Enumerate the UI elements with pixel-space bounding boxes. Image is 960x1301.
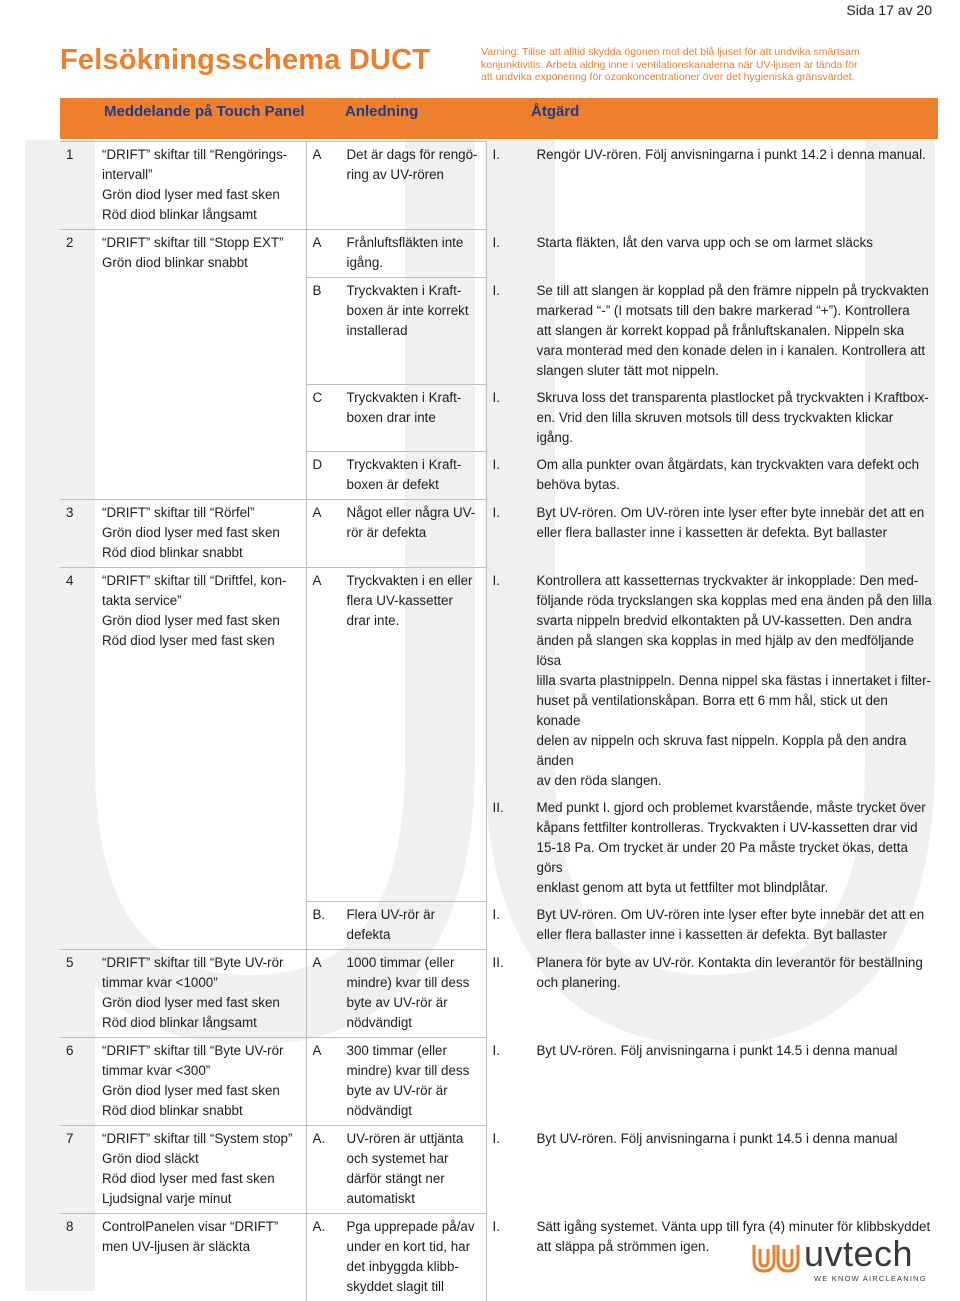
action-cell [486, 278, 938, 385]
cause-cell [306, 1126, 486, 1214]
action-line: 15-18 Pa. Om trycket är under 20 Pa måste trycket ökas, detta görs [493, 838, 933, 878]
row-number: 1 [66, 145, 102, 165]
header-action: Åtgärd [531, 103, 579, 120]
warning-line: Varning: Tillse att alltid skydda ögonen mot det blå ljuset för att undvika smärtsam [481, 46, 901, 59]
cause-line: boxen drar inte [313, 408, 480, 428]
action-line: en. Vrid den lilla skruven motsols till dess tryckvakten klickar igång. [493, 408, 933, 448]
message-line: “DRIFT” skiftar till “Byte UV-rör [102, 1043, 284, 1058]
table-row [60, 452, 938, 500]
troubleshooting-table [60, 141, 938, 1301]
warning-note [481, 46, 901, 84]
message-line: Grön diod släckt [66, 1149, 300, 1169]
message-line: ControlPanelen visar “DRIFT” [102, 1219, 278, 1234]
action-line: eller flera ballaster inne i kassetten är defekta. Byt ballaster [493, 523, 933, 543]
action-line: markerad “-” (I motsats till den bakre markerad “+”). Kontrollera [493, 301, 933, 321]
action-cell [486, 902, 938, 950]
action-cell [486, 230, 938, 278]
action-cell [486, 795, 938, 902]
cause-line: defekta [313, 925, 480, 945]
message-line: “DRIFT” skiftar till “Rörfel” [102, 505, 255, 520]
message-cell [60, 500, 306, 568]
cause-line: Flera UV-rör är [347, 907, 436, 922]
action-line: Byt UV-rören. Om UV-rören inte lyser efter byte innebär det att en [537, 505, 925, 520]
cause-line: Tryckvakten i Kraft- [347, 457, 462, 472]
message-line: Röd diod blinkar långsamt [66, 1013, 300, 1033]
action-line: Byt UV-rören. Följ anvisningarna i punkt 14.5 i denna manual [537, 1043, 898, 1058]
message-cell [60, 1214, 306, 1301]
message-cell [60, 950, 306, 1038]
message-line: Röd diod lyser med fast sken [66, 1169, 300, 1189]
action-line: Se till att slangen är kopplad på den främre nippeln på tryckvakten [537, 283, 929, 298]
action-line: att slangen är korrekt koppad på frånluftskanalen. Nippeln ska [493, 321, 933, 341]
cause-letter: A [313, 1041, 347, 1061]
action-line: Med punkt I. gjord och problemet kvarstående, måste trycket över [537, 800, 926, 815]
message-line: Grön diod lyser med fast sken [66, 185, 300, 205]
message-line: “DRIFT” skiftar till “Rengörings- [102, 147, 287, 162]
message-line: men UV-ljusen är släckta [66, 1237, 300, 1257]
row-number: 3 [66, 503, 102, 523]
cause-cell [306, 902, 486, 950]
table-row [60, 142, 938, 230]
cause-line: under en kort tid, har [313, 1237, 480, 1257]
action-step-number: I. [493, 281, 537, 301]
action-step-number: II. [493, 798, 537, 818]
message-line: Grön diod blinkar snabbt [66, 253, 300, 273]
row-number: 2 [66, 233, 102, 253]
message-line: timmar kvar <1000” [66, 973, 300, 993]
action-cell [486, 385, 938, 452]
action-line: att släppa på strömmen igen. [493, 1237, 933, 1257]
row-number: 8 [66, 1217, 102, 1237]
message-cell [60, 230, 306, 278]
cause-cell [306, 278, 486, 385]
table-row [60, 1038, 938, 1126]
cause-cell [306, 1038, 486, 1126]
message-line: “DRIFT” skiftar till “Driftfel, kon- [102, 573, 287, 588]
cause-line: igång. [313, 253, 480, 273]
message-cell [60, 568, 306, 795]
cause-line: Frånluftsfläkten inte [347, 235, 464, 250]
cause-letter: A [313, 503, 347, 523]
cause-letter: D [313, 455, 347, 475]
action-cell [486, 1126, 938, 1214]
cause-line: 300 timmar (eller [347, 1043, 447, 1058]
cause-line: UV-rören är uttjänta [347, 1131, 464, 1146]
cause-letter: A [313, 571, 347, 591]
table-row [60, 568, 938, 795]
cause-line: Tryckvakten i Kraft- [347, 390, 462, 405]
cause-letter: A [313, 233, 347, 253]
message-line: Röd diod lyser med fast sken [66, 631, 300, 651]
message-line: Röd diod blinkar snabbt [66, 543, 300, 563]
cause-cell [306, 452, 486, 500]
cause-line: byte av UV-rör är [313, 993, 480, 1013]
row-number: 4 [66, 571, 102, 591]
message-line: “DRIFT” skiftar till “System stop” [102, 1131, 292, 1146]
table-row [60, 950, 938, 1038]
cause-line: 1000 timmar (eller [347, 955, 455, 970]
action-line: Byt UV-rören. Följ anvisningarna i punkt 14.5 i denna manual [537, 1131, 898, 1146]
cause-cell [306, 795, 486, 902]
message-line: “DRIFT” skiftar till “Stopp EXT” [102, 235, 284, 250]
action-line: slangen sluter tätt mot nippeln. [493, 361, 933, 381]
message-line: intervall” [66, 165, 300, 185]
row-number: 5 [66, 953, 102, 973]
message-cell [60, 1038, 306, 1126]
message-line: timmar kvar <300” [66, 1061, 300, 1081]
cause-cell [306, 1214, 486, 1301]
cause-line: Det är dags för rengö- [347, 147, 478, 162]
cause-line: automatiskt [313, 1189, 480, 1209]
uvtech-logo [748, 1235, 938, 1285]
action-step-number: I. [493, 455, 537, 475]
message-line: Röd diod blinkar snabbt [66, 1101, 300, 1121]
cause-line: boxen är inte korrekt [313, 301, 480, 321]
cause-cell [306, 568, 486, 795]
action-step-number: I. [493, 503, 537, 523]
cause-letter: A. [313, 1129, 347, 1149]
message-line: “DRIFT” skiftar till “Byte UV-rör [102, 955, 284, 970]
page-number: Sida 17 av 20 [846, 2, 932, 18]
action-line: änden på slangen ska kopplas in med hjälp av den medföljande lösa [493, 631, 933, 671]
action-line: vara monterad med den konade delen in i kanalen. Kontrollera att [493, 341, 933, 361]
cause-line: nödvändigt [313, 1101, 480, 1121]
cause-line: ring av UV-rören [313, 165, 480, 185]
message-line: Grön diod lyser med fast sken [66, 611, 300, 631]
cause-line: Tryckvakten i Kraft- [347, 283, 462, 298]
cause-cell [306, 142, 486, 230]
action-line: eller flera ballaster inne i kassetten är defekta. Byt ballaster [493, 925, 933, 945]
header-message: Meddelande på Touch Panel [104, 103, 305, 120]
action-step-number: I. [493, 905, 537, 925]
cause-line: mindre) kvar till dess [313, 1061, 480, 1081]
action-step-number: I. [493, 145, 537, 165]
cause-letter: A. [313, 1217, 347, 1237]
action-step-number: I. [493, 1217, 537, 1237]
cause-line: boxen är defekt [313, 475, 480, 495]
action-line: delen av nippeln och skruva fast nippeln. Koppla på den andra änden [493, 731, 933, 771]
action-line: Skruva loss det transparenta plastlocket på tryckvakten i Kraftbox- [537, 390, 929, 405]
cause-line: och systemet har [313, 1149, 480, 1169]
action-line: Starta fläkten, låt den varva upp och se om larmet släcks [537, 235, 873, 250]
row-number: 7 [66, 1129, 102, 1149]
action-line: kåpans fettfilter kontrolleras. Tryckvakten i UV-kassetten drar vid [493, 818, 933, 838]
table-row [60, 230, 938, 278]
message-line: Grön diod lyser med fast sken [66, 993, 300, 1013]
action-line: Byt UV-rören. Om UV-rören inte lyser efter byte innebär det att en [537, 907, 925, 922]
action-cell [486, 568, 938, 795]
cause-cell [306, 500, 486, 568]
cause-line: Något eller några UV- [347, 505, 476, 520]
cause-cell [306, 230, 486, 278]
document-title: Felsökningsschema DUCT [60, 44, 430, 77]
action-step-number: II. [493, 953, 537, 973]
cause-letter: B [313, 281, 347, 301]
cause-line: byte av UV-rör är [313, 1081, 480, 1101]
cause-line: flera UV-kassetter [313, 591, 480, 611]
logo-wordmark: uvtech [804, 1233, 913, 1275]
warning-line: konjunktivitis. Arbeta aldrig inne i ventilationskanalerna när UV-ljusen är tända för [481, 59, 901, 72]
message-cell [60, 278, 306, 385]
row-number: 6 [66, 1041, 102, 1061]
action-step-number: I. [493, 233, 537, 253]
action-cell [486, 452, 938, 500]
action-line: och planering. [493, 973, 933, 993]
warning-line: att undvika exponering för ozonkoncentrationer över det hygieniska gränsvärdet. [481, 71, 901, 84]
message-cell [60, 1126, 306, 1214]
table-row [60, 902, 938, 950]
action-line: Sätt igång systemet. Vänta upp till fyra (4) minuter för klibbskyddet [537, 1219, 931, 1234]
action-line: lilla svarta plastnippeln. Denna nippel ska fästas i innertaket i filter- [493, 671, 933, 691]
action-cell [486, 950, 938, 1038]
logo-tagline: WE KNOW AIRCLEANING [814, 1274, 927, 1283]
message-cell [60, 452, 306, 500]
action-line: svarta nippeln bredvid elkontakten på UV-kassetten. Den andra [493, 611, 933, 631]
action-line: enklast genom att byta ut fettfilter mot blindplåtar. [493, 878, 933, 898]
message-cell [60, 142, 306, 230]
cause-line: installerad [313, 321, 480, 341]
cause-line: drar inte. [313, 611, 480, 631]
cause-letter: A [313, 145, 347, 165]
table-row [60, 795, 938, 902]
action-cell [486, 142, 938, 230]
cause-line: mindre) kvar till dess [313, 973, 480, 993]
action-line: Rengör UV-rören. Följ anvisningarna i punkt 14.2 i denna manual. [537, 147, 926, 162]
cause-line: det inbyggda klibb- [313, 1257, 480, 1277]
action-line: Kontrollera att kassetternas tryckvakter är inkopplade: Den med- [537, 573, 919, 588]
action-line: behöva bytas. [493, 475, 933, 495]
cause-line: nödvändigt [313, 1013, 480, 1033]
message-cell [60, 902, 306, 950]
header-cause: Anledning [345, 103, 418, 120]
cause-line: därför stängt ner [313, 1169, 480, 1189]
action-step-number: I. [493, 388, 537, 408]
cause-line: Pga upprepade på/av [347, 1219, 475, 1234]
cause-line: rör är defekta [313, 523, 480, 543]
action-step-number: I. [493, 1129, 537, 1149]
message-line: Ljudsignal varje minut [66, 1189, 300, 1209]
action-line: Om alla punkter ovan åtgärdats, kan tryckvakten vara defekt och [537, 457, 920, 472]
table-row [60, 1126, 938, 1214]
action-cell [486, 500, 938, 568]
action-line: huset på ventilationskåpan. Borra ett 6 mm hål, stick ut den konade [493, 691, 933, 731]
message-cell [60, 385, 306, 452]
action-step-number: I. [493, 571, 537, 591]
table-row [60, 278, 938, 385]
action-step-number: I. [493, 1041, 537, 1061]
action-cell [486, 1038, 938, 1126]
message-line: Röd diod blinkar långsamt [66, 205, 300, 225]
table-row [60, 500, 938, 568]
cause-letter: C [313, 388, 347, 408]
cause-letter: A [313, 953, 347, 973]
cause-letter: B. [313, 905, 347, 925]
cause-cell [306, 385, 486, 452]
message-line: Grön diod lyser med fast sken [66, 523, 300, 543]
cause-line: skyddet slagit till [313, 1277, 480, 1297]
cause-line: Tryckvakten i en eller [347, 573, 473, 588]
message-line: takta service” [66, 591, 300, 611]
action-line: följande röda tryckslangen ska kopplas med ena änden på den lilla [493, 591, 933, 611]
action-line: av den röda slangen. [493, 771, 933, 791]
action-line: Planera för byte av UV-rör. Kontakta din leverantör för beställning [537, 955, 923, 970]
table-row [60, 385, 938, 452]
message-line: Grön diod lyser med fast sken [66, 1081, 300, 1101]
message-cell [60, 795, 306, 902]
cause-cell [306, 950, 486, 1038]
